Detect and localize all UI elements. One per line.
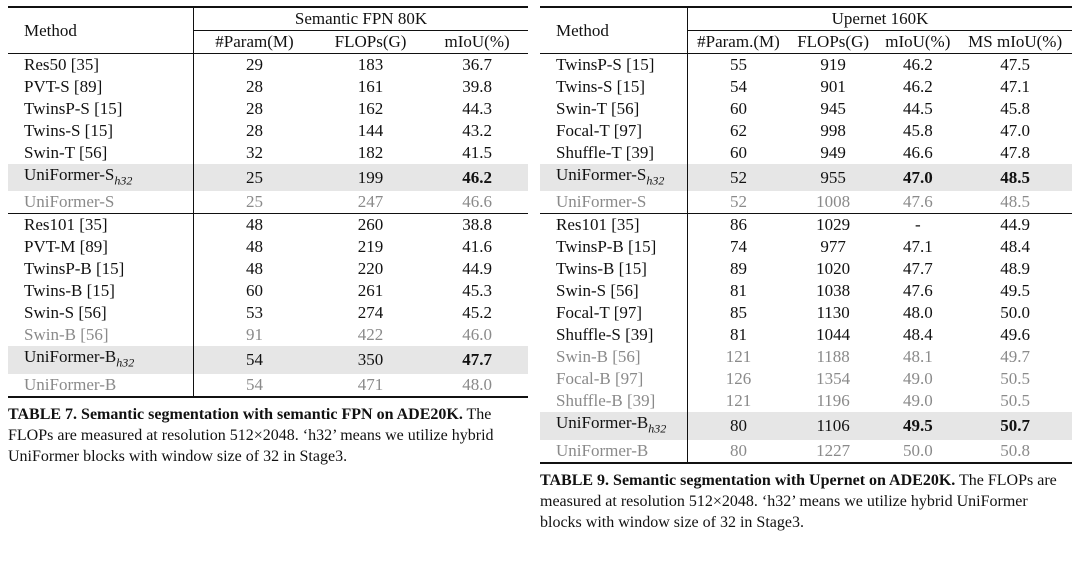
value-cell: 1038 bbox=[816, 281, 851, 301]
value-cell: 274 bbox=[357, 303, 384, 323]
value-cell: 44.9 bbox=[462, 259, 492, 279]
method-name: Focal-T [97] bbox=[556, 121, 643, 140]
value-cell: 54 bbox=[245, 374, 263, 394]
caption-title: TABLE 7. Semantic segmentation with semantic FPN on ADE20K. bbox=[8, 405, 463, 423]
value-cell: 36.7 bbox=[462, 55, 492, 74]
value-cell: 919 bbox=[820, 55, 846, 74]
value-cell: 49.5 bbox=[877, 412, 958, 439]
method-name: UniFormer-S bbox=[556, 165, 647, 184]
value-cell: 60 bbox=[729, 99, 747, 118]
method-cell bbox=[540, 412, 688, 439]
table-row bbox=[8, 280, 528, 302]
value-cell: 53 bbox=[245, 303, 263, 323]
value-cell: 47.7 bbox=[426, 346, 528, 373]
value-cell: 182 bbox=[357, 143, 384, 162]
value-cell: 998 bbox=[820, 121, 846, 140]
value-cell: 47.1 bbox=[902, 237, 933, 257]
value-cell: 80 bbox=[688, 412, 789, 439]
method-cell bbox=[540, 280, 688, 302]
value-cell: 50.7 bbox=[958, 412, 1072, 439]
value-cell: 50.5 bbox=[1000, 391, 1031, 411]
value-cell: 49.7 bbox=[1000, 347, 1031, 367]
value-cell: 1196 bbox=[816, 391, 850, 411]
method-subscript: h32 bbox=[648, 421, 667, 436]
value-cell: 49.5 bbox=[1000, 281, 1031, 301]
value-cell: 47.6 bbox=[902, 192, 933, 212]
flops-header: FLOPs(G) bbox=[334, 32, 407, 51]
table-row bbox=[540, 280, 1072, 302]
table-7-caption bbox=[8, 404, 528, 467]
table-7-body bbox=[8, 54, 528, 397]
value-cell: 45.3 bbox=[462, 281, 492, 301]
value-cell: 144 bbox=[357, 121, 384, 140]
value-cell: 46.2 bbox=[902, 77, 933, 96]
method-name: UniFormer-S bbox=[556, 192, 647, 212]
method-cell bbox=[8, 98, 194, 120]
table-row bbox=[540, 98, 1072, 120]
value-cell: 81 bbox=[729, 281, 747, 301]
value-cell: 48.5 bbox=[1000, 192, 1031, 212]
method-cell bbox=[8, 76, 194, 98]
value-cell: 48.4 bbox=[1000, 237, 1031, 257]
value-cell: 1354 bbox=[816, 369, 851, 389]
value-cell: 199 bbox=[315, 164, 426, 191]
method-cell bbox=[8, 280, 194, 302]
value-cell: 45.8 bbox=[1000, 99, 1031, 118]
table-7 bbox=[8, 6, 528, 467]
method-cell bbox=[540, 142, 688, 164]
value-cell: 1227 bbox=[816, 440, 851, 460]
value-cell: 471 bbox=[357, 374, 384, 394]
table-row bbox=[540, 368, 1072, 390]
value-cell: 46.2 bbox=[902, 55, 933, 74]
value-cell: 47.0 bbox=[877, 164, 958, 191]
method-cell bbox=[540, 440, 688, 463]
value-cell: 949 bbox=[820, 143, 846, 162]
table-row bbox=[8, 120, 528, 142]
miou-header: mIoU(%) bbox=[885, 32, 951, 51]
method-cell bbox=[8, 346, 194, 373]
method-name: Twins-B [15] bbox=[556, 259, 647, 279]
param-header: #Param.(M) bbox=[697, 32, 780, 51]
value-cell: 247 bbox=[357, 192, 384, 212]
value-cell: 48.1 bbox=[902, 347, 933, 367]
value-cell: 89 bbox=[729, 259, 747, 279]
value-cell: 54 bbox=[194, 346, 315, 373]
value-cell: 1188 bbox=[816, 347, 850, 367]
value-cell: 219 bbox=[357, 237, 384, 257]
method-name: Swin-B [56] bbox=[24, 325, 109, 345]
table-row bbox=[8, 302, 528, 324]
method-cell bbox=[540, 324, 688, 346]
table-row bbox=[540, 324, 1072, 346]
group-header: Upernet 160K bbox=[688, 7, 1072, 31]
value-cell: 183 bbox=[357, 55, 384, 74]
value-cell: 50.8 bbox=[1000, 440, 1031, 460]
caption-body: The FLOPs are measured at resolution 512×2048. ‘h32’ means we utilize hybrid UniFormer blocks with window size of 32 in Stage3. bbox=[540, 471, 1057, 531]
value-cell: 48.9 bbox=[1000, 259, 1031, 279]
miou-header: mIoU(%) bbox=[444, 32, 510, 51]
value-cell: 43.2 bbox=[462, 121, 492, 140]
table-9-body bbox=[540, 54, 1072, 463]
table-row bbox=[540, 346, 1072, 368]
value-cell: 25 bbox=[245, 192, 263, 212]
method-cell bbox=[8, 236, 194, 258]
value-cell: 74 bbox=[729, 237, 747, 257]
method-name: Res101 [35] bbox=[24, 215, 108, 235]
value-cell: 48.5 bbox=[958, 164, 1072, 191]
method-name: UniFormer-B bbox=[556, 413, 649, 433]
method-name: UniFormer-B bbox=[24, 374, 117, 394]
value-cell: 91 bbox=[245, 325, 263, 345]
method-subscript: h32 bbox=[646, 173, 665, 188]
method-header: Method bbox=[540, 7, 688, 54]
value-cell: 25 bbox=[194, 164, 315, 191]
method-cell bbox=[540, 346, 688, 368]
value-cell: 47.7 bbox=[902, 259, 933, 279]
table-9-caption bbox=[540, 470, 1072, 533]
value-cell: 955 bbox=[789, 164, 877, 191]
method-cell bbox=[540, 76, 688, 98]
table-row bbox=[8, 164, 528, 191]
value-cell: 44.5 bbox=[902, 99, 933, 118]
method-name: Swin-S [56] bbox=[24, 303, 107, 323]
value-cell: 260 bbox=[357, 215, 384, 235]
table-row bbox=[8, 258, 528, 280]
method-name: Shuffle-S [39] bbox=[556, 325, 654, 345]
value-cell: 45.2 bbox=[462, 303, 492, 323]
value-cell: 47.6 bbox=[902, 281, 933, 301]
caption-title: TABLE 9. Semantic segmentation with Upernet on ADE20K. bbox=[540, 471, 956, 489]
value-cell: 29 bbox=[245, 55, 263, 74]
method-cell bbox=[540, 98, 688, 120]
value-cell: 55 bbox=[729, 55, 747, 74]
value-cell: 1130 bbox=[816, 303, 850, 323]
table-row bbox=[540, 191, 1072, 214]
value-cell: 1029 bbox=[816, 215, 851, 235]
method-name: Twins-S [15] bbox=[24, 121, 114, 140]
value-cell: 48 bbox=[245, 237, 263, 257]
table-row bbox=[8, 98, 528, 120]
table-row bbox=[540, 390, 1072, 412]
method-cell bbox=[540, 214, 688, 237]
table-row bbox=[8, 142, 528, 164]
value-cell: 62 bbox=[729, 121, 747, 140]
method-cell bbox=[8, 142, 194, 164]
value-cell: 49.0 bbox=[902, 391, 933, 411]
value-cell: 1106 bbox=[789, 412, 877, 439]
method-name: Focal-T [97] bbox=[556, 303, 643, 323]
value-cell: 350 bbox=[315, 346, 426, 373]
value-cell: 47.1 bbox=[1000, 77, 1031, 96]
table-row bbox=[8, 191, 528, 214]
value-cell: 50.0 bbox=[902, 440, 933, 460]
value-cell: 422 bbox=[357, 325, 384, 345]
value-cell: 85 bbox=[729, 303, 747, 323]
method-cell bbox=[540, 258, 688, 280]
method-cell bbox=[540, 164, 688, 191]
method-cell bbox=[8, 302, 194, 324]
method-cell bbox=[8, 164, 194, 191]
value-cell: 48 bbox=[245, 259, 263, 279]
method-name: Shuffle-B [39] bbox=[556, 391, 656, 411]
value-cell: 49.0 bbox=[902, 369, 933, 389]
table-row bbox=[8, 346, 528, 373]
table-row bbox=[540, 142, 1072, 164]
method-name: UniFormer-S bbox=[24, 165, 115, 184]
table-row bbox=[8, 76, 528, 98]
value-cell: 48 bbox=[245, 215, 263, 235]
value-cell: 52 bbox=[729, 192, 747, 212]
method-name: PVT-M [89] bbox=[24, 237, 108, 257]
flops-header: FLOPs(G) bbox=[797, 32, 870, 51]
table-row bbox=[540, 164, 1072, 191]
method-cell bbox=[540, 191, 688, 214]
method-name: UniFormer-S bbox=[24, 192, 115, 212]
table-9-grid bbox=[540, 6, 1072, 464]
value-cell: 121 bbox=[725, 391, 752, 411]
value-cell: 52 bbox=[688, 164, 789, 191]
table-row bbox=[8, 214, 528, 237]
method-name: Swin-T [56] bbox=[556, 99, 640, 118]
value-cell: 28 bbox=[245, 99, 263, 118]
value-cell: 126 bbox=[725, 369, 752, 389]
value-cell: 28 bbox=[245, 77, 263, 96]
group-header: Semantic FPN 80K bbox=[194, 7, 528, 31]
value-cell: 121 bbox=[725, 347, 752, 367]
method-cell bbox=[8, 54, 194, 77]
method-header: Method bbox=[8, 7, 194, 54]
value-cell: 48.0 bbox=[902, 303, 933, 323]
table-7-grid bbox=[8, 6, 528, 398]
value-cell: 1008 bbox=[816, 192, 851, 212]
value-cell: 60 bbox=[245, 281, 263, 301]
value-cell: 161 bbox=[357, 77, 384, 96]
value-cell: 81 bbox=[729, 325, 747, 345]
table-row bbox=[540, 76, 1072, 98]
method-name: Shuffle-T [39] bbox=[556, 143, 655, 162]
method-name: Twins-S [15] bbox=[556, 77, 646, 96]
method-cell bbox=[8, 258, 194, 280]
value-cell: 46.2 bbox=[426, 164, 528, 191]
table-9 bbox=[540, 6, 1072, 533]
value-cell: 44.9 bbox=[1000, 215, 1031, 235]
value-cell: 1020 bbox=[816, 259, 851, 279]
method-name: PVT-S [89] bbox=[24, 77, 103, 96]
value-cell: 901 bbox=[820, 77, 846, 96]
table-row bbox=[540, 54, 1072, 77]
value-cell: 47.0 bbox=[1000, 121, 1031, 140]
value-cell: 48.0 bbox=[462, 374, 492, 394]
method-subscript: h32 bbox=[114, 173, 133, 188]
method-cell bbox=[8, 324, 194, 346]
method-cell bbox=[8, 214, 194, 237]
method-cell bbox=[540, 236, 688, 258]
param-header: #Param(M) bbox=[215, 32, 294, 51]
method-cell bbox=[540, 390, 688, 412]
method-name: Res101 [35] bbox=[556, 215, 640, 235]
value-cell: 261 bbox=[357, 281, 384, 301]
method-name: Twins-B [15] bbox=[24, 281, 115, 301]
method-name: TwinsP-S [15] bbox=[556, 55, 655, 74]
table-row bbox=[540, 236, 1072, 258]
value-cell: 44.3 bbox=[462, 99, 492, 118]
method-name: UniFormer-B bbox=[556, 440, 649, 460]
method-cell bbox=[540, 120, 688, 142]
method-name: Swin-S [56] bbox=[556, 281, 639, 301]
method-cell bbox=[8, 374, 194, 397]
table-row bbox=[540, 258, 1072, 280]
table-row bbox=[540, 120, 1072, 142]
value-cell: 45.8 bbox=[902, 121, 933, 140]
method-name: Res50 [35] bbox=[24, 55, 100, 74]
table-row bbox=[540, 214, 1072, 237]
table-row bbox=[540, 440, 1072, 463]
method-name: TwinsP-S [15] bbox=[24, 99, 123, 118]
value-cell: 41.5 bbox=[462, 143, 492, 162]
value-cell: 46.6 bbox=[462, 192, 492, 212]
value-cell: 49.6 bbox=[1000, 325, 1031, 345]
method-cell bbox=[8, 120, 194, 142]
value-cell: 50.5 bbox=[1000, 369, 1031, 389]
method-subscript: h32 bbox=[116, 355, 135, 370]
value-cell: 47.8 bbox=[1000, 143, 1031, 162]
value-cell: 80 bbox=[729, 440, 747, 460]
method-cell bbox=[540, 54, 688, 77]
ms-miou-header: MS mIoU(%) bbox=[968, 32, 1063, 51]
value-cell: 46.0 bbox=[462, 325, 492, 345]
value-cell: 41.6 bbox=[462, 237, 492, 257]
method-name: Focal-B [97] bbox=[556, 369, 644, 389]
table-row bbox=[8, 324, 528, 346]
caption-body: The FLOPs are measured at resolution 512×2048. ‘h32’ means we utilize hybrid UniFormer blocks with window size of 32 in Stage3. bbox=[8, 405, 494, 465]
value-cell: 162 bbox=[357, 99, 384, 118]
method-name: TwinsP-B [15] bbox=[556, 237, 657, 257]
value-cell: 50.0 bbox=[1000, 303, 1031, 323]
value-cell: 86 bbox=[729, 215, 747, 235]
value-cell: 38.8 bbox=[462, 215, 492, 235]
value-cell: 32 bbox=[245, 143, 263, 162]
method-name: Swin-B [56] bbox=[556, 347, 641, 367]
value-cell: 945 bbox=[820, 99, 846, 118]
table-row bbox=[8, 54, 528, 77]
method-name: TwinsP-B [15] bbox=[24, 259, 125, 279]
table-row bbox=[540, 412, 1072, 439]
value-cell: 47.5 bbox=[1000, 55, 1031, 74]
value-cell: 46.6 bbox=[902, 143, 933, 162]
value-cell: 28 bbox=[245, 121, 263, 140]
value-cell: 977 bbox=[820, 237, 846, 257]
value-cell: 1044 bbox=[816, 325, 851, 345]
value-cell: 220 bbox=[357, 259, 384, 279]
method-name: Swin-T [56] bbox=[24, 143, 108, 162]
value-cell: 39.8 bbox=[462, 77, 492, 96]
method-cell bbox=[540, 302, 688, 324]
value-cell: 54 bbox=[729, 77, 747, 96]
value-cell: 48.4 bbox=[902, 325, 933, 345]
table-row bbox=[540, 302, 1072, 324]
table-row bbox=[8, 236, 528, 258]
method-cell bbox=[8, 191, 194, 214]
table-row bbox=[8, 374, 528, 397]
value-cell: - bbox=[914, 215, 921, 235]
value-cell: 60 bbox=[729, 143, 747, 162]
method-cell bbox=[540, 368, 688, 390]
method-name: UniFormer-B bbox=[24, 347, 117, 367]
